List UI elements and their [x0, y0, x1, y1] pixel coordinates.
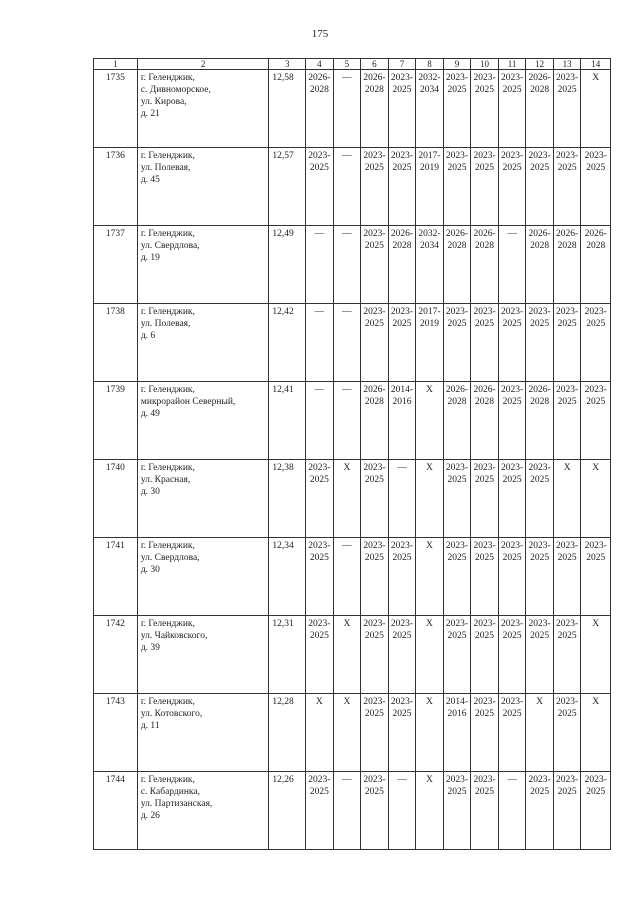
period-cell: —: [333, 70, 361, 148]
period-cell: X: [526, 694, 554, 772]
address-cell: г. Геленджик, ул. Красная, д. 30: [137, 460, 269, 538]
period-cell: 2023- 2025: [526, 148, 554, 226]
period-cell: 2026- 2028: [526, 382, 554, 460]
period-cell: —: [306, 226, 334, 304]
address-cell: г. Геленджик, ул. Котовского, д. 11: [137, 694, 269, 772]
row-number: 1737: [94, 226, 138, 304]
row-number: 1741: [94, 538, 138, 616]
table-row: [94, 382, 611, 460]
period-cell: 2032- 2034: [416, 70, 444, 148]
row-number: 1744: [94, 772, 138, 850]
period-cell: —: [333, 538, 361, 616]
column-header: 3: [269, 59, 306, 70]
period-cell: 2023- 2025: [498, 382, 526, 460]
period-cell: 2026- 2028: [526, 226, 554, 304]
period-cell: 2014- 2016: [388, 382, 416, 460]
period-cell: 2026- 2028: [443, 226, 471, 304]
period-cell: 2023- 2025: [553, 382, 581, 460]
period-cell: X: [581, 70, 611, 148]
address-cell: г. Геленджик, с. Дивноморское, ул. Кирова, д. 21: [137, 70, 269, 148]
period-cell: 2023- 2025: [388, 694, 416, 772]
period-cell: 2023- 2025: [471, 70, 499, 148]
period-cell: X: [581, 694, 611, 772]
period-cell: 2023- 2025: [443, 616, 471, 694]
column-header: 9: [443, 59, 471, 70]
page-number: 175: [311, 28, 329, 40]
period-cell: 2023- 2025: [581, 148, 611, 226]
period-cell: X: [553, 460, 581, 538]
table-row: [94, 148, 611, 226]
period-cell: 2026- 2028: [306, 70, 334, 148]
period-cell: X: [416, 382, 444, 460]
area-value: 12,58: [269, 70, 306, 148]
period-cell: 2023- 2025: [306, 616, 334, 694]
period-cell: 2023- 2025: [443, 148, 471, 226]
area-value: 12,42: [269, 304, 306, 382]
column-header: 6: [361, 59, 389, 70]
period-cell: 2023- 2025: [361, 460, 389, 538]
period-cell: 2023- 2025: [388, 304, 416, 382]
period-cell: —: [333, 382, 361, 460]
row-number: 1735: [94, 70, 138, 148]
period-cell: X: [581, 460, 611, 538]
period-cell: 2023- 2025: [306, 148, 334, 226]
area-value: 12,57: [269, 148, 306, 226]
period-cell: 2032- 2034: [416, 226, 444, 304]
period-cell: 2023- 2025: [361, 148, 389, 226]
table-row: [94, 70, 611, 148]
row-number: 1736: [94, 148, 138, 226]
period-cell: X: [416, 616, 444, 694]
area-value: 12,38: [269, 460, 306, 538]
period-cell: 2023- 2025: [306, 460, 334, 538]
period-cell: 2017- 2019: [416, 148, 444, 226]
period-cell: 2026- 2028: [581, 226, 611, 304]
period-cell: 2023- 2025: [498, 538, 526, 616]
column-header: 10: [471, 59, 499, 70]
period-cell: 2023- 2025: [443, 538, 471, 616]
period-cell: 2023- 2025: [553, 538, 581, 616]
period-cell: —: [333, 148, 361, 226]
column-header: 1: [94, 59, 138, 70]
period-cell: 2026- 2028: [443, 382, 471, 460]
period-cell: 2023- 2025: [581, 772, 611, 850]
table-row: [94, 538, 611, 616]
period-cell: 2023- 2025: [471, 694, 499, 772]
period-cell: 2023- 2025: [361, 304, 389, 382]
period-cell: 2026- 2028: [553, 226, 581, 304]
row-number: 1740: [94, 460, 138, 538]
period-cell: —: [333, 304, 361, 382]
period-cell: X: [416, 694, 444, 772]
period-cell: 2023- 2025: [361, 226, 389, 304]
period-cell: —: [388, 772, 416, 850]
period-cell: 2026- 2028: [526, 70, 554, 148]
period-cell: 2026- 2028: [361, 382, 389, 460]
period-cell: 2023- 2025: [526, 460, 554, 538]
address-cell: г. Геленджик, с. Кабардинка, ул. Партизанская, д. 26: [137, 772, 269, 850]
column-header: 2: [137, 59, 269, 70]
period-cell: 2023- 2025: [498, 70, 526, 148]
column-header: 12: [526, 59, 554, 70]
period-cell: 2023- 2025: [498, 148, 526, 226]
period-cell: —: [333, 772, 361, 850]
table-row: [94, 694, 611, 772]
address-cell: г. Геленджик, ул. Чайковского, д. 39: [137, 616, 269, 694]
period-cell: 2023- 2025: [553, 304, 581, 382]
period-cell: 2023- 2025: [443, 70, 471, 148]
period-cell: 2023- 2025: [471, 772, 499, 850]
period-cell: X: [333, 460, 361, 538]
column-header: 13: [553, 59, 581, 70]
period-cell: 2023- 2025: [553, 772, 581, 850]
period-cell: 2023- 2025: [553, 148, 581, 226]
period-cell: 2023- 2025: [388, 538, 416, 616]
period-cell: 2023- 2025: [581, 304, 611, 382]
period-cell: 2026- 2028: [361, 70, 389, 148]
column-header: 14: [581, 59, 611, 70]
period-cell: 2023- 2025: [361, 772, 389, 850]
period-cell: 2023- 2025: [306, 772, 334, 850]
period-cell: 2017- 2019: [416, 304, 444, 382]
period-cell: 2023- 2025: [498, 616, 526, 694]
period-cell: 2026- 2028: [388, 226, 416, 304]
period-cell: 2023- 2025: [361, 616, 389, 694]
period-cell: X: [416, 460, 444, 538]
period-cell: 2023- 2025: [553, 694, 581, 772]
column-header: 7: [388, 59, 416, 70]
address-cell: г. Геленджик, микрорайон Северный, д. 49: [137, 382, 269, 460]
period-cell: 2023- 2025: [361, 538, 389, 616]
period-cell: 2023- 2025: [388, 616, 416, 694]
period-cell: 2026- 2028: [471, 382, 499, 460]
period-cell: 2023- 2025: [526, 772, 554, 850]
area-value: 12,28: [269, 694, 306, 772]
table-row: [94, 772, 611, 850]
address-cell: г. Геленджик, ул. Свердлова, д. 19: [137, 226, 269, 304]
register-table: [93, 58, 611, 850]
period-cell: 2023- 2025: [581, 382, 611, 460]
period-cell: —: [306, 304, 334, 382]
area-value: 12,26: [269, 772, 306, 850]
period-cell: X: [416, 538, 444, 616]
row-number: 1738: [94, 304, 138, 382]
header-row: [94, 59, 611, 70]
area-value: 12,49: [269, 226, 306, 304]
column-header: 11: [498, 59, 526, 70]
period-cell: 2023- 2025: [553, 70, 581, 148]
row-number: 1743: [94, 694, 138, 772]
period-cell: 2023- 2025: [498, 694, 526, 772]
period-cell: 2023- 2025: [581, 538, 611, 616]
row-number: 1739: [94, 382, 138, 460]
period-cell: 2023- 2025: [443, 772, 471, 850]
period-cell: 2023- 2025: [443, 460, 471, 538]
period-cell: —: [333, 226, 361, 304]
period-cell: 2023- 2025: [526, 616, 554, 694]
period-cell: 2014- 2016: [443, 694, 471, 772]
period-cell: X: [333, 616, 361, 694]
period-cell: 2023- 2025: [471, 304, 499, 382]
period-cell: 2023- 2025: [526, 304, 554, 382]
period-cell: 2023- 2025: [471, 616, 499, 694]
period-cell: 2023- 2025: [471, 148, 499, 226]
area-value: 12,31: [269, 616, 306, 694]
table-row: [94, 304, 611, 382]
period-cell: —: [498, 772, 526, 850]
period-cell: 2023- 2025: [306, 538, 334, 616]
column-header: 4: [306, 59, 334, 70]
table-row: [94, 616, 611, 694]
period-cell: 2023- 2025: [553, 616, 581, 694]
period-cell: 2023- 2025: [388, 70, 416, 148]
period-cell: 2023- 2025: [498, 460, 526, 538]
period-cell: X: [333, 694, 361, 772]
table-row: [94, 226, 611, 304]
period-cell: —: [498, 226, 526, 304]
period-cell: 2023- 2025: [471, 460, 499, 538]
column-header: 5: [333, 59, 361, 70]
area-value: 12,41: [269, 382, 306, 460]
period-cell: 2026- 2028: [471, 226, 499, 304]
area-value: 12,34: [269, 538, 306, 616]
period-cell: X: [416, 772, 444, 850]
period-cell: 2023- 2025: [526, 538, 554, 616]
period-cell: 2023- 2025: [388, 148, 416, 226]
period-cell: 2023- 2025: [498, 304, 526, 382]
table-row: [94, 460, 611, 538]
period-cell: —: [306, 382, 334, 460]
period-cell: 2023- 2025: [361, 694, 389, 772]
column-header: 8: [416, 59, 444, 70]
period-cell: 2023- 2025: [471, 538, 499, 616]
address-cell: г. Геленджик, ул. Полевая, д. 45: [137, 148, 269, 226]
address-cell: г. Геленджик, ул. Полевая, д. 6: [137, 304, 269, 382]
period-cell: 2023- 2025: [443, 304, 471, 382]
period-cell: X: [581, 616, 611, 694]
period-cell: X: [306, 694, 334, 772]
row-number: 1742: [94, 616, 138, 694]
period-cell: —: [388, 460, 416, 538]
address-cell: г. Геленджик, ул. Свердлова, д. 30: [137, 538, 269, 616]
